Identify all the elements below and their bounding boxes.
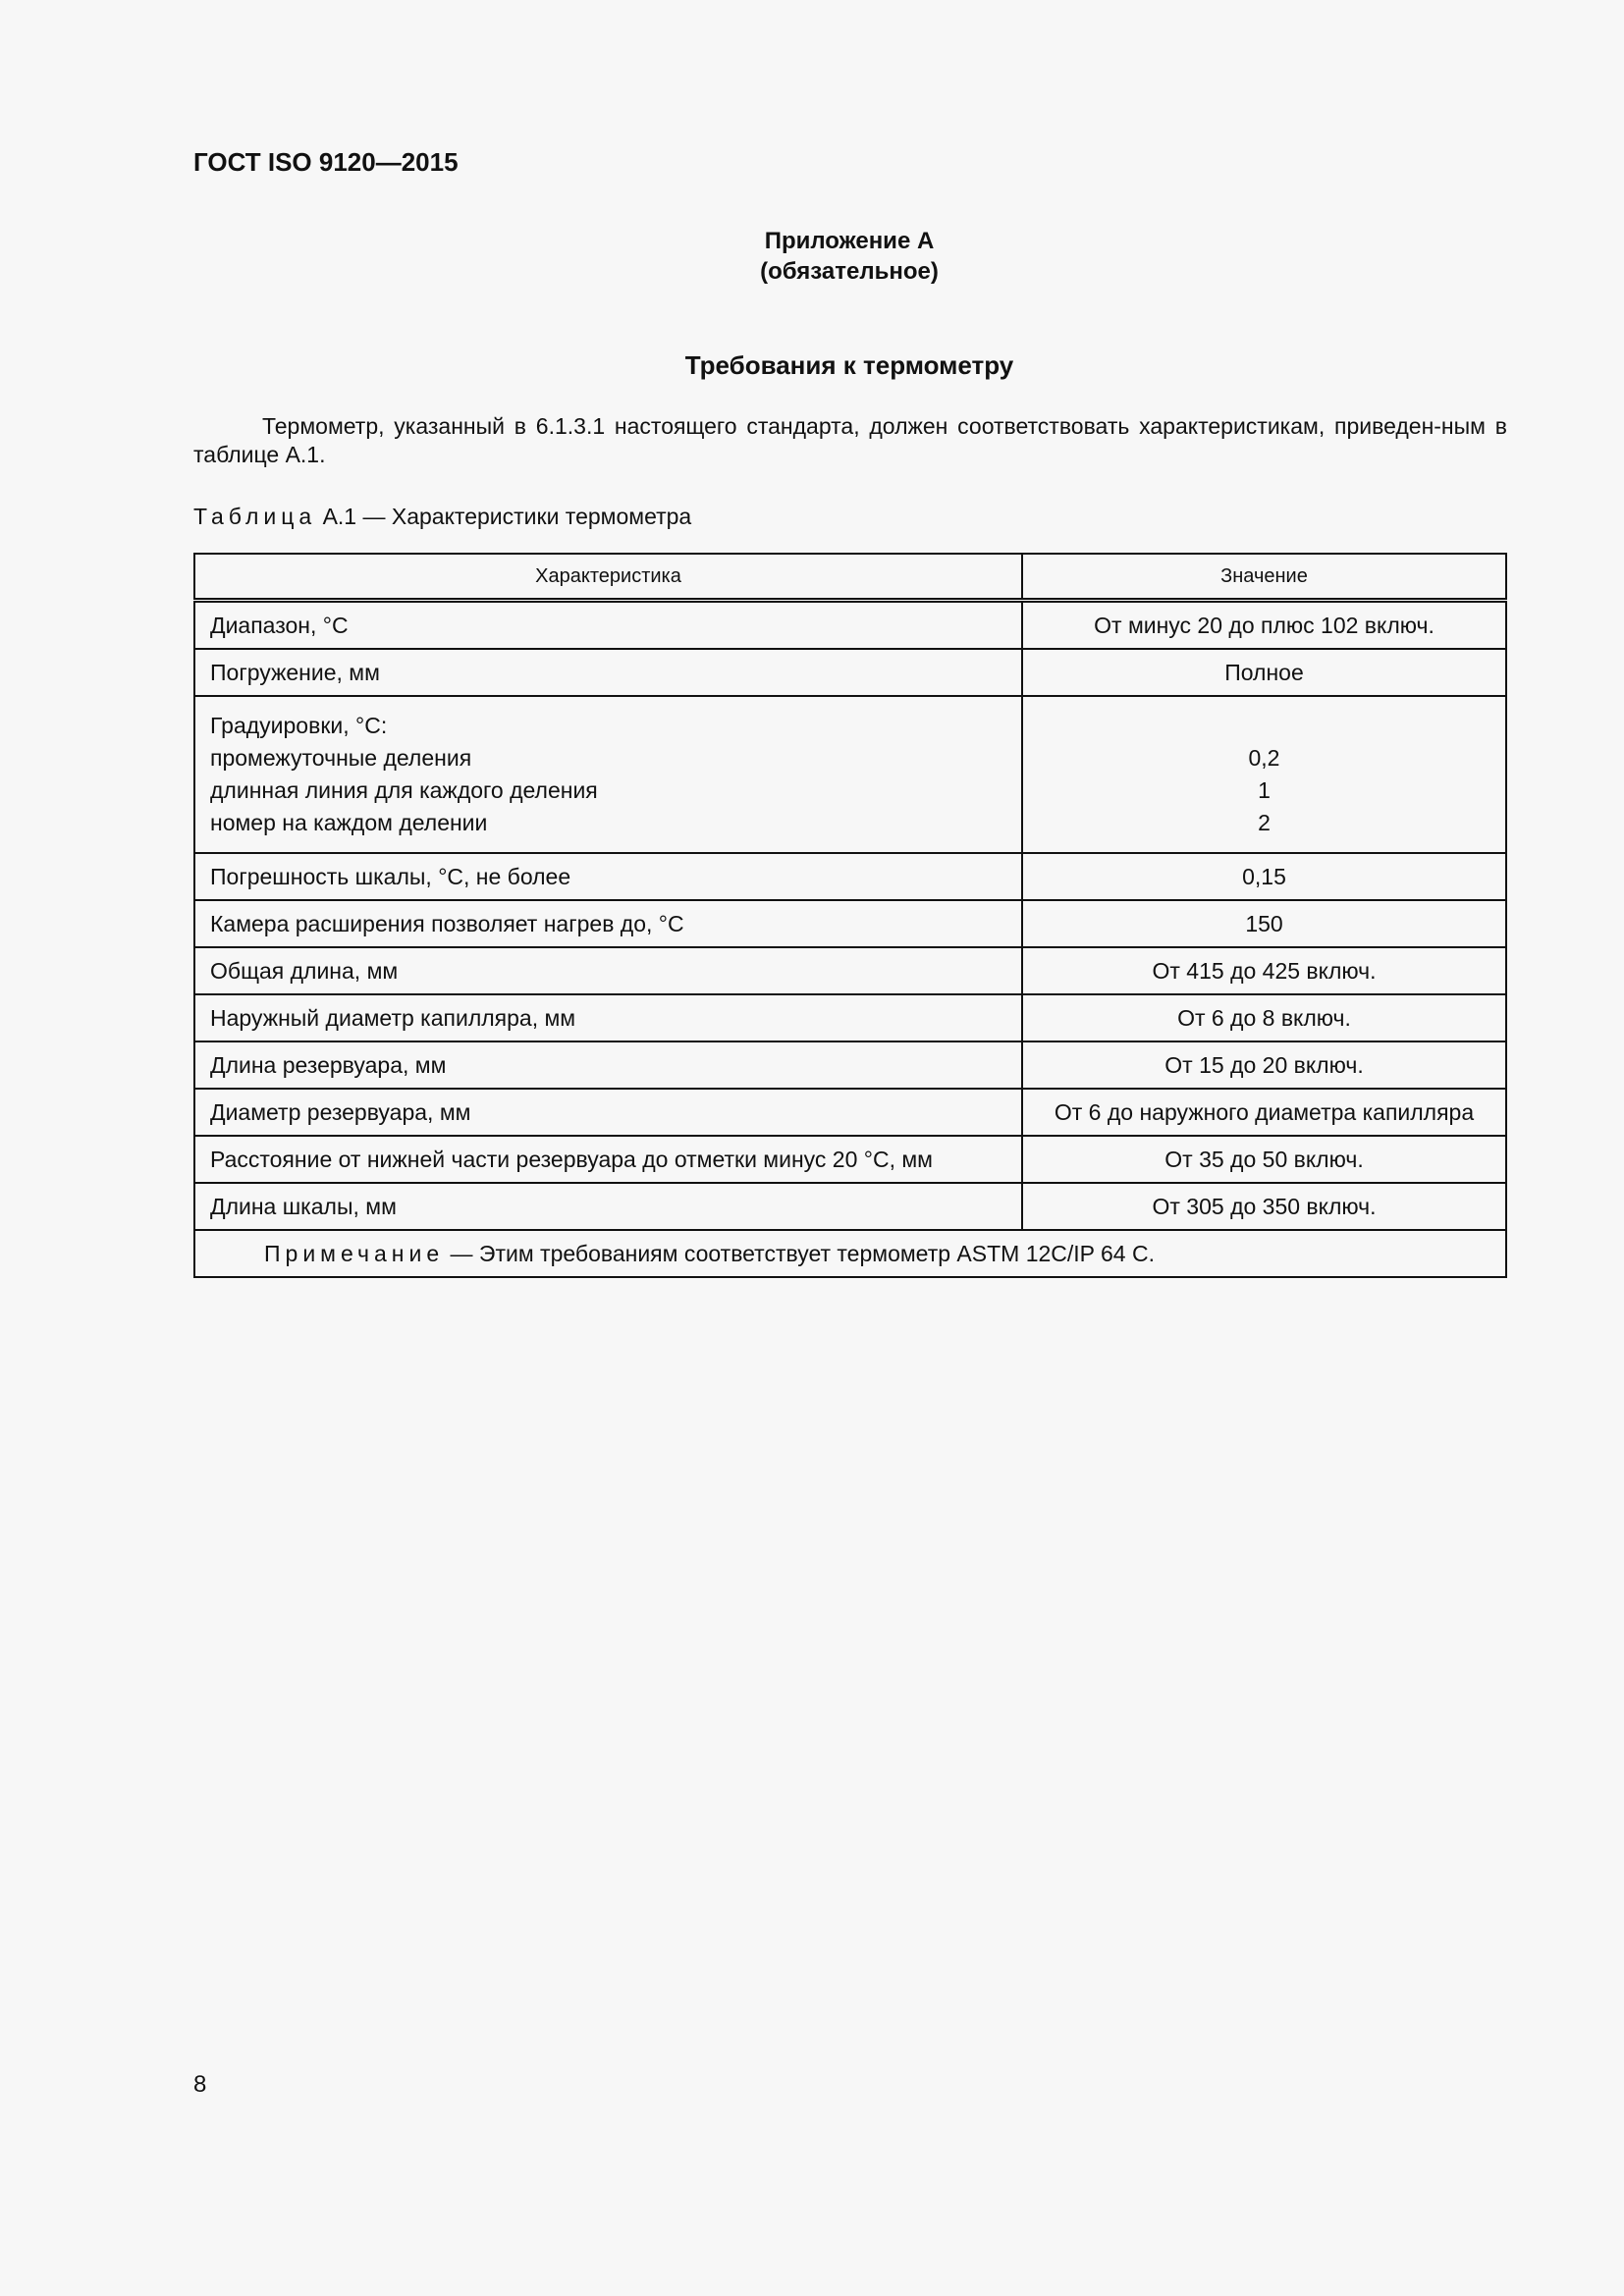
table-row <box>194 994 1506 1041</box>
value-cell: 150 <box>1022 900 1506 947</box>
table-row <box>194 900 1506 947</box>
characteristic-cell: Погружение, мм <box>194 649 1022 696</box>
section-title: Требования к термометру <box>684 350 1014 380</box>
intro-paragraph <box>193 412 1507 469</box>
page-number: 8 <box>193 2071 207 2098</box>
characteristic-cell <box>194 696 1022 853</box>
characteristic-cell: Диаметр резервуара, мм <box>194 1089 1022 1136</box>
value-cell <box>1022 696 1506 853</box>
characteristic-cell: Погрешность шкалы, °С, не более <box>194 853 1022 900</box>
value-cell: 0,15 <box>1022 853 1506 900</box>
value-cell: От 6 до наружного диаметра капилляра <box>1022 1089 1506 1136</box>
value-cell: От 35 до 50 включ. <box>1022 1136 1506 1183</box>
note-text: — Этим требованиям соответствует термометр ASTM 12C/IP 64 C. <box>444 1240 1155 1266</box>
table-row <box>194 1041 1506 1089</box>
appendix-status: (обязательное) <box>760 258 939 285</box>
table-note-row <box>194 1230 1506 1277</box>
sub-characteristic: длинная линия для каждого деления <box>210 777 598 803</box>
sub-value: 2 <box>1258 810 1271 835</box>
column-header-characteristic: Характеристика <box>194 554 1022 601</box>
sub-characteristic: номер на каждом делении <box>210 810 488 835</box>
value-cell: Полное <box>1022 649 1506 696</box>
value-cell: От минус 20 до плюс 102 включ. <box>1022 601 1506 650</box>
note-label: Примечание <box>264 1240 445 1266</box>
table-row <box>194 947 1506 994</box>
table-header-row <box>194 554 1506 601</box>
value-cell: От 15 до 20 включ. <box>1022 1041 1506 1089</box>
table-note <box>194 1230 1506 1277</box>
graduations-label: Градуировки, °С: <box>210 713 388 738</box>
table-caption-label: Таблица <box>193 504 317 529</box>
sub-value: 0,2 <box>1248 745 1280 771</box>
characteristic-cell: Общая длина, мм <box>194 947 1022 994</box>
characteristic-cell: Длина шкалы, мм <box>194 1183 1022 1230</box>
document-code: ГОСТ ISO 9120—2015 <box>193 147 459 177</box>
characteristic-cell: Камера расширения позволяет нагрев до, °С <box>194 900 1022 947</box>
table-caption <box>193 504 691 530</box>
appendix-title: Приложение А <box>764 228 935 254</box>
value-cell: От 6 до 8 включ. <box>1022 994 1506 1041</box>
characteristic-cell: Диапазон, °С <box>194 601 1022 650</box>
intro-text: Термометр, указанный в 6.1.3.1 настоящего стандарта, должен соответствовать характеристикам, приведен-ным в таблице А.1. <box>193 413 1507 467</box>
value-cell: От 415 до 425 включ. <box>1022 947 1506 994</box>
table-caption-text: А.1 — Характеристики термометра <box>322 504 692 529</box>
table-row <box>194 649 1506 696</box>
sub-characteristic: промежуточные деления <box>210 745 472 771</box>
thermometer-spec-table <box>193 553 1507 1278</box>
table-row-graduations <box>194 696 1506 853</box>
appendix-heading <box>0 226 1624 287</box>
table-row <box>194 1089 1506 1136</box>
characteristic-cell: Наружный диаметр капилляра, мм <box>194 994 1022 1041</box>
sub-value: 1 <box>1258 777 1271 803</box>
table-row <box>194 853 1506 900</box>
table-row <box>194 1136 1506 1183</box>
column-header-value: Значение <box>1022 554 1506 601</box>
characteristic-cell: Длина резервуара, мм <box>194 1041 1022 1089</box>
characteristic-cell: Расстояние от нижней части резервуара до отметки минус 20 °С, мм <box>194 1136 1022 1183</box>
table-row <box>194 1183 1506 1230</box>
value-cell: От 305 до 350 включ. <box>1022 1183 1506 1230</box>
table-row <box>194 601 1506 650</box>
